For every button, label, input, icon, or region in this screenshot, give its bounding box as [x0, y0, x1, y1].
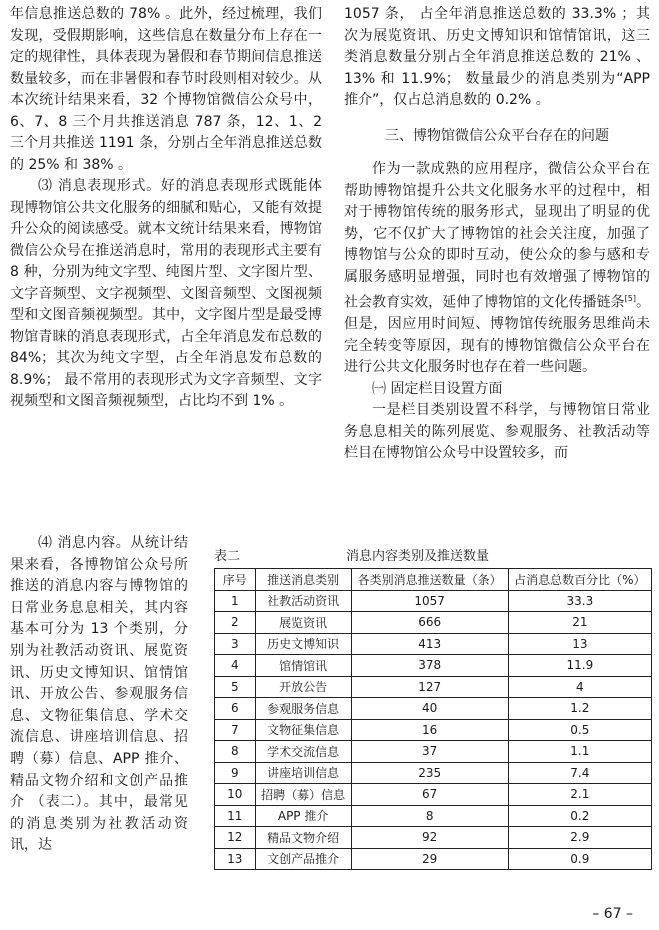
cell-index: 12 — [215, 827, 256, 849]
table-row — [215, 762, 652, 784]
cell-percent: 0.9 — [508, 848, 651, 870]
cell-category: 精品文物介绍 — [255, 827, 351, 849]
cell-percent: 13 — [508, 633, 651, 655]
narrow-column — [10, 533, 188, 857]
cell-count: 29 — [351, 848, 508, 870]
cell-category: 参观服务信息 — [255, 698, 351, 720]
citation-ref: [5] — [624, 294, 636, 303]
table-header-row — [215, 569, 652, 591]
header-count: 各类别消息推送数量（条） — [351, 569, 508, 591]
message-category-table — [214, 568, 652, 870]
cell-category: 讲座培训信息 — [255, 762, 351, 784]
table-row — [215, 741, 652, 763]
cell-count: 8 — [351, 805, 508, 827]
cell-count: 37 — [351, 741, 508, 763]
cell-index: 7 — [215, 719, 256, 741]
paragraph-problems-tail: 。但是，因应用时间短、博物馆传统服务思维尚未完全转变等原因，现有的博物馆微信公众平台在进行公共文化服务时也存在着一些问题。 — [344, 294, 650, 376]
header-category: 推送消息类别 — [255, 569, 351, 591]
cell-index: 11 — [215, 805, 256, 827]
table-row — [215, 827, 652, 849]
page-number: – 67 – — [592, 906, 633, 922]
cell-category: APP 推介 — [255, 805, 351, 827]
left-column — [10, 4, 322, 413]
cell-index: 10 — [215, 784, 256, 806]
cell-category: 文创产品推介 — [255, 848, 351, 870]
cell-percent: 1.2 — [508, 698, 651, 720]
cell-count: 666 — [351, 612, 508, 634]
header-percent: 占消息总数百分比（%） — [508, 569, 651, 591]
cell-index: 5 — [215, 676, 256, 698]
cell-category: 馆情馆讯 — [255, 655, 351, 677]
table-title: 消息内容类别及推送数量 — [346, 549, 490, 564]
table-row — [215, 590, 652, 612]
table-label: 表二 — [214, 549, 241, 564]
cell-index: 6 — [215, 698, 256, 720]
cell-percent: 4 — [508, 676, 651, 698]
cell-index: 4 — [215, 655, 256, 677]
table-row — [215, 698, 652, 720]
paragraph-problems-intro — [344, 159, 650, 379]
paragraph-continuation-right: 1057 条， 占全年消息推送总数的 33.3% ；其次为展览资讯、历史文博知识和馆情馆讯，这三类消息数量分别占全年消息推送总数的 21% 、13% 和 11.9%； 数量最少的消息类别为“APP 推介”，仅占总消息数的 0.2% 。 — [344, 6, 650, 108]
cell-percent: 0.5 — [508, 719, 651, 741]
table-row — [215, 655, 652, 677]
cell-percent: 11.9 — [508, 655, 651, 677]
cell-category: 学术交流信息 — [255, 741, 351, 763]
paragraph-message-format: ⑶ 消息表现形式。好的消息表现形式既能体现博物馆公共文化服务的细腻和贴心，又能有效提升公众的阅读感受。就本文统计结果来看，博物馆微信公众号在推送消息时，常用的表现形式主要有 8 种，分别为纯文字型、纯图片型、文字图片型、文字音频型、文字视频型、文图音频型、文图视频型和文图音频视频型。其中，文字图片型是最受博物馆青睐的消息表现形式，占全年消息发布总数的 84%；其次为纯文字型，占全年消息发布总数的 8.9%； 最不常用的表现形式为文字音频型、文字视频型和文图音频视频型，占比均不到 1% 。 — [10, 178, 322, 409]
table-row — [215, 848, 652, 870]
cell-count: 413 — [351, 633, 508, 655]
cell-percent: 21 — [508, 612, 651, 634]
cell-index: 3 — [215, 633, 256, 655]
table-row — [215, 676, 652, 698]
cell-index: 8 — [215, 741, 256, 763]
subsection-heading: ㈠ 固定栏目设置方面 — [372, 380, 503, 397]
cell-category: 招聘（募）信息 — [255, 784, 351, 806]
cell-count: 235 — [351, 762, 508, 784]
cell-category: 历史文博知识 — [255, 633, 351, 655]
cell-percent: 2.9 — [508, 827, 651, 849]
section-heading: 三、博物馆微信公众平台存在的问题 — [385, 127, 609, 144]
cell-index: 2 — [215, 612, 256, 634]
cell-category: 文物征集信息 — [255, 719, 351, 741]
cell-percent: 1.1 — [508, 741, 651, 763]
table-caption — [214, 546, 652, 568]
paragraph-problems-text: 作为一款成熟的应用程序，微信公众平台在帮助博物馆提升公共文化服务水平的过程中，相对于博物馆传统的服务形式，显现出了明显的优势，它不仅扩大了博物馆的社会关注度，加强了博物馆与公众的即时互动，使公众的参与感和专属服务感明显增强，同时也有效增强了博物馆的社会教育实效，延伸了博物馆的文化传播链条 — [344, 161, 650, 311]
table-row — [215, 719, 652, 741]
cell-count: 1057 — [351, 590, 508, 612]
cell-percent: 33.3 — [508, 590, 651, 612]
cell-index: 9 — [215, 762, 256, 784]
cell-percent: 7.4 — [508, 762, 651, 784]
table-row — [215, 612, 652, 634]
table-row — [215, 633, 652, 655]
right-column — [344, 4, 650, 465]
cell-count: 40 — [351, 698, 508, 720]
cell-count: 378 — [351, 655, 508, 677]
cell-index: 1 — [215, 590, 256, 612]
cell-category: 展览资讯 — [255, 612, 351, 634]
paragraph-continuation: 年信息推送总数的 78% 。此外，经过梳理，我们发现，受假期影响，这些信息在数量分布上存在一定的规律性，具体表现为暑假和春节期间信息推送数量较多，而在非暑假和春节时段则相对较少。从本次统计结果来看，32 个博物馆微信公众号中，6、7、8 三个月共推送消息 787 条，12、1、2 三个月共推送 1191 条，分别占全年消息推送总数的 25% 和 38% 。 — [10, 6, 322, 173]
cell-count: 127 — [351, 676, 508, 698]
table-container — [214, 546, 652, 870]
cell-count: 16 — [351, 719, 508, 741]
cell-count: 67 — [351, 784, 508, 806]
table-row — [215, 784, 652, 806]
cell-percent: 2.1 — [508, 784, 651, 806]
cell-category: 开放公告 — [255, 676, 351, 698]
cell-index: 13 — [215, 848, 256, 870]
cell-percent: 0.2 — [508, 805, 651, 827]
cell-category: 社教活动资讯 — [255, 590, 351, 612]
cell-count: 92 — [351, 827, 508, 849]
header-index: 序号 — [215, 569, 256, 591]
paragraph-message-content: ⑷ 消息内容。从统计结果来看，各博物馆公众号所推送的消息内容与博物馆的日常业务息息相关，其内容基本可分为 13 个类别，分别为社教活动资讯、展览资讯、历史文博知识、馆情馆讯、开放公告、参观服务信息、文物征集信息、学术交流信息、讲座培训信息、招聘（募）信息、APP 推介、精品文物介绍和文创产品推介 （表二）。其中，最常见的消息类别为社教活动资讯，达 — [10, 535, 188, 854]
table-row — [215, 805, 652, 827]
paragraph-column-settings: 一是栏目类别设置不科学，与博物馆日常业务息息相关的陈列展览、参观服务、社教活动等栏目在博物馆公众号中设置较多，而 — [344, 402, 650, 462]
